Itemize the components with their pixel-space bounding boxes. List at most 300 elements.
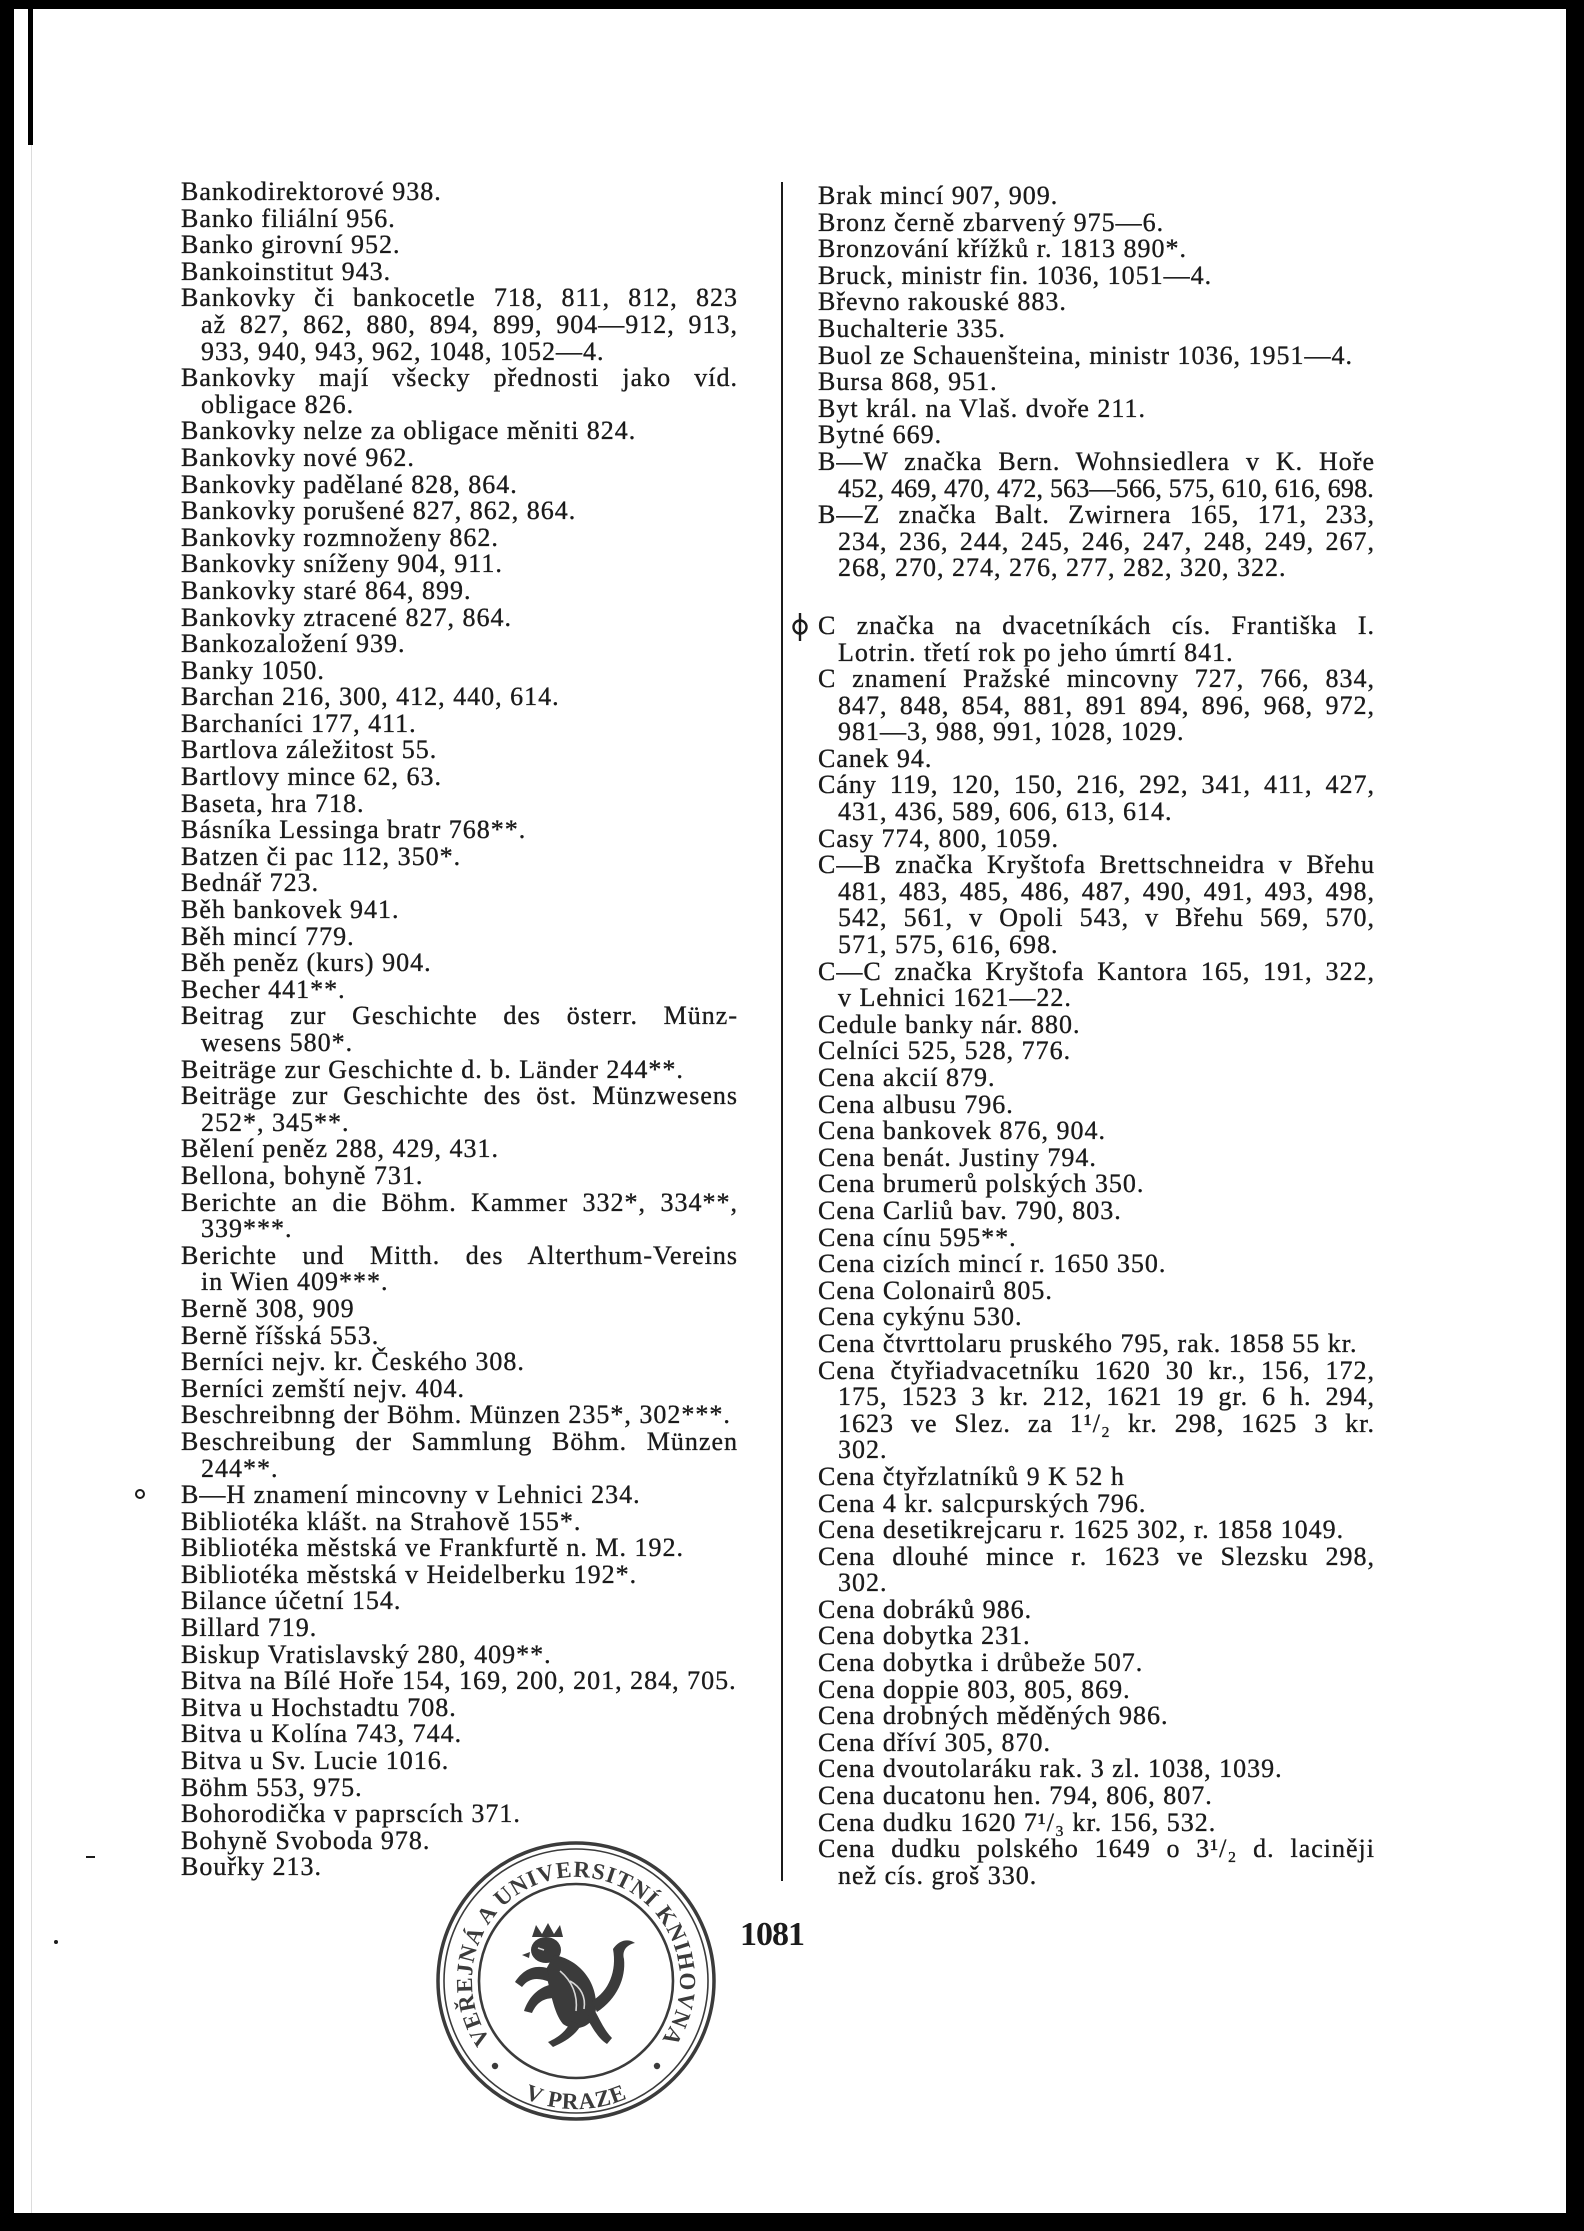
index-entry-text: Cena albusu 796. [818,1089,1014,1119]
index-section [818,183,1376,582]
index-entry-line [818,1488,1376,1518]
index-entry [818,1517,1376,1544]
index-entry [181,841,739,871]
index-entry-text: Barchan 216, 300, 412, 440, 614. [181,682,560,712]
index-entry-text: Břevno rakouské 883. [818,287,1067,317]
index-section [181,179,739,1881]
index-entry-line [818,340,1376,370]
index-entry-text: Cena Colonairů 805. [818,1275,1053,1305]
index-column-left [181,179,739,1881]
index-entry-text: Bouřky 213. [181,1852,322,1882]
margin-circle-mark [135,1489,145,1499]
index-entry-line [818,1594,1376,1624]
index-entry-text: Bibliotéka klášt. na Strahově 155*. [181,1506,582,1536]
index-entry-line [818,183,1376,210]
index-entry-text: Bankovky staré 864, 899. [181,575,472,605]
index-entry-text: 234, 236, 244, 245, 246, 247, 248, 249, 267, [838,526,1375,556]
index-entry-text: Beschreibung der Sammlung Böhm. Münzen [181,1426,738,1456]
index-entry-continuation-line [838,719,1376,746]
index-entry-text: Bibliotéka městská ve Frankfurtě n. M. 192. [181,1533,684,1563]
index-entry-text: 481, 483, 485, 486, 487, 490, 491, 493, 498, [838,876,1375,906]
index-entry-text: 252*, 345**. [201,1107,350,1137]
index-entry-line [181,1136,739,1163]
index-entry-text: Berně říšská 553. [181,1320,380,1350]
index-entry-line [818,369,1376,396]
index-entry-text: Bankoinstitut 943. [181,256,392,286]
index-entry [181,256,739,286]
index-entry-text: Cena dvoutolaráku rak. 3 zl. 1038, 1039. [818,1754,1283,1784]
index-entry-text: Batzen či pac 112, 350*. [181,841,462,871]
index-entry-line [181,1588,739,1615]
index-entry-line [818,1089,1376,1119]
index-entry-line [818,260,1376,290]
index-entry-continuation-line [838,1408,1376,1438]
index-entry-text: až 827, 862, 880, 894, 899, 904—912, 913, [201,309,738,339]
index-entry-text: Billard 719. [181,1613,318,1643]
index-entry-continuation-line [838,985,1376,1012]
index-entry-continuation-line [838,799,1376,826]
index-entry-text: C—C značka Kryštofa Kantora 165, 191, 322, [818,956,1375,986]
index-entry-line [181,1426,739,1456]
index-entry-line [818,502,1376,529]
index-entry-line [818,1727,1376,1757]
index-entry-text: Bednář 723. [181,868,320,898]
index-entry-line [181,1482,739,1509]
scan-border-left [0,0,14,2231]
index-entry [818,1222,1376,1252]
index-entry [181,1668,739,1695]
index-entry-text: in Wien 409***. [201,1267,389,1297]
index-entry-line [181,817,739,844]
index-entry-line [818,1541,1376,1571]
index-entry [818,1171,1376,1198]
index-entry-text: Beitrag zur Geschichte des österr. Münz- [181,1001,738,1031]
index-entry-line [181,418,739,445]
index-entry-text: Cena dobytka 231. [818,1621,1031,1651]
index-entry-text: Cena čtyřiadvacetníku 1620 30 kr., 156, 172, [818,1355,1375,1385]
index-entry-line [181,365,739,392]
index-entry-line [181,974,739,1004]
index-entry-line [818,1251,1376,1278]
index-entry-continuation-line [838,690,1376,720]
index-entry [181,522,739,552]
index-entry-line [181,469,739,499]
index-entry-line [818,207,1376,237]
index-entry-text: Casy 774, 800, 1059. [818,823,1059,853]
index-entry-line [181,602,739,632]
index-entry-text: Biskup Vratislavský 280, 409**. [181,1639,552,1669]
index-entry [818,260,1376,290]
index-entry-continuation-line [838,526,1376,556]
index-entry-line [818,1674,1376,1704]
index-entry-continuation-line [838,473,1376,503]
index-entry-text: 933, 940, 943, 962, 1048, 1052—4. [201,336,605,366]
index-entry-text: Cena desetikrejcaru r. 1625 302, r. 1858 1049. [818,1515,1345,1545]
index-entry [181,1588,739,1615]
index-entry-text: Běh bankovek 941. [181,895,400,925]
index-entry [181,817,739,844]
index-entry-text: Bartlovy mince 62, 63. [181,762,443,792]
index-entry-text: Bitva u Kolína 743, 744. [181,1719,463,1749]
index-entry [181,469,739,499]
index-entry-text: Bibliotéka městská v Heidelberku 192*. [181,1559,638,1589]
index-entry-text: Byt král. na Vlaš. dvoře 211. [818,393,1146,423]
index-entry-text: Berichte an die Böhm. Kammer 332*, 334**, [181,1187,738,1217]
index-entry [181,1535,739,1562]
index-entry-continuation-line [201,309,739,339]
index-entry-text: Cena ducatonu hen. 794, 806, 807. [818,1781,1213,1811]
index-entry-line [181,1748,739,1775]
index-entry [181,1187,739,1244]
index-entry-line [818,1807,1376,1837]
index-entry-line [818,393,1376,423]
index-entry [181,365,739,418]
index-entry-text: Bronzování křížků r. 1813 890*. [818,234,1187,264]
index-entry-line [181,684,739,711]
index-entry-line [181,1003,739,1030]
index-entry [818,1328,1376,1358]
index-entry [818,666,1376,746]
index-column-right [818,183,1376,1889]
stamp-separator-dot [492,2063,498,2069]
index-entry [181,418,739,445]
index-entry [181,551,739,578]
stamp-separator-dot [654,2063,660,2069]
index-entry-line [181,1615,739,1642]
index-entry [181,1136,739,1163]
index-entry-text: v Lehnici 1621—22. [838,983,1072,1013]
index-entry-line [818,1703,1376,1730]
index-entry-text: 1623 ve Slez. za 1¹/₂ kr. 298, 1625 3 kr. [838,1408,1375,1438]
index-entry [181,1615,739,1642]
index-entry-text: Běh peněz (kurs) 904. [181,948,432,978]
margin-phi-mark [789,611,811,643]
index-entry-text: Cena brumerů polských 350. [818,1169,1145,1199]
index-entry-text: Berně 308, 909 [181,1293,355,1323]
index-entry-text: Bohyně Svoboda 978. [181,1825,431,1855]
index-entry-text: Bitva u Hochstadtu 708. [181,1692,457,1722]
index-entry-text: Bělení peněz 288, 429, 431. [181,1134,499,1164]
index-entry [181,1293,739,1323]
index-entry-text: B—H znamení mincovny v Lehnici 234. [181,1480,641,1510]
index-entry-text: C značka na dvacetníkách cís. Františka I. [818,610,1375,640]
index-entry-text: Bankovky ztracené 827, 864. [181,602,512,632]
index-entry-text: Bankovky mají všecky přednosti jako víd. [181,363,738,393]
index-entry-line [181,1801,739,1828]
index-entry-line [818,1461,1376,1491]
index-entry [181,575,739,605]
index-entry-line [818,666,1376,693]
index-entry-line [181,1506,739,1536]
index-entry-text: Berichte und Mitth. des Alterthum-Vereins [181,1240,738,1270]
index-entry-line [181,788,739,818]
index-entry [181,1482,739,1509]
index-entry-continuation-line [838,1437,1376,1464]
index-entry [818,207,1376,237]
index-entry [181,684,739,711]
margin-dash-mark [86,1856,95,1858]
scan-edge-faint-line [31,145,32,2213]
index-entry [181,1426,739,1483]
index-entry-line [181,655,739,685]
index-entry-line [818,772,1376,799]
index-entry [181,179,739,206]
index-entry-line [181,551,739,578]
index-entry [181,1748,739,1775]
index-entry-line [181,256,739,286]
index-entry [818,1836,1376,1889]
index-entry-line [818,1355,1376,1385]
index-entry-line [181,575,739,605]
index-entry [181,1349,739,1376]
index-entry-text: B—W značka Bern. Wohnsiedlera v K. Hoře [818,446,1375,476]
index-entry-text: Canek 94. [818,743,933,773]
index-entry-line [181,737,739,764]
index-entry [181,655,739,685]
index-entry-text: Cena čtvrttolaru pruského 795, rak. 1858 55 kr. [818,1328,1358,1358]
index-entry [818,183,1376,210]
index-entry-line [181,950,739,977]
index-entry-text: Bankozaložení 939. [181,629,406,659]
index-entry [818,502,1376,582]
index-entry [818,1783,1376,1810]
index-entry-text: 981—3, 988, 991, 1028, 1029. [838,717,1185,747]
index-entry-text: C znamení Pražské mincovny 727, 766, 834, [818,664,1375,694]
index-entry [818,1275,1376,1305]
index-entry-line [181,631,739,658]
index-entry [818,369,1376,396]
index-entry-line [181,921,739,951]
index-entry-line [181,1160,739,1190]
index-entry [181,974,739,1004]
index-entry-line [818,852,1376,879]
index-entry [818,1594,1376,1624]
index-entry-line [181,1054,739,1084]
index-entry [181,1559,739,1589]
index-entry-text: Böhm 553, 975. [181,1772,363,1802]
index-entry-text: Bytné 669. [818,420,943,450]
index-entry [181,1692,739,1722]
index-entry [818,1009,1376,1039]
index-entry [181,788,739,818]
index-entry [818,313,1376,343]
index-entry [818,1142,1376,1172]
index-entry-line [181,1083,739,1110]
scan-border-right [1566,0,1584,2231]
index-entry-text: Beiträge zur Geschichte d. b. Länder 244**. [181,1054,684,1084]
index-entry-text: Cena Carliů bav. 790, 803. [818,1195,1122,1225]
index-entry-text: Bankovky porušené 827, 862, 864. [181,496,577,526]
index-entry [818,610,1376,667]
index-entry-text: Cena akcií 879. [818,1063,996,1092]
index-entry-line [181,1187,739,1217]
index-entry-line [181,1349,739,1376]
index-entry-text: Bruck, ministr fin. 1036, 1051—4. [818,260,1213,290]
index-entry [181,1160,739,1190]
index-entry-text: Beiträge zur Geschichte des öst. Münzwesens [181,1081,738,1111]
index-entry-text: Cena čtyřzlatníků 9 K 52 h [818,1461,1125,1491]
index-entry-line [181,764,739,791]
index-entry-continuation-line [201,1216,739,1243]
index-entry-line [181,442,739,472]
index-entry-line [818,1065,1376,1092]
index-entry-text: Barchaníci 177, 411. [181,708,417,738]
index-entry-continuation-line [838,876,1376,906]
index-entry-line [818,313,1376,343]
index-entry-text: než cís. groš 330. [838,1860,1038,1890]
index-entry-text: Brak mincí 907, 909. [818,181,1059,210]
index-entry [181,232,739,259]
index-entry-text: Bankovky nové 962. [181,442,415,472]
index-entry [181,897,739,924]
index-entry [181,1373,739,1403]
index-entry-line [181,1668,739,1695]
index-entry [818,956,1376,1013]
index-entry [818,772,1376,825]
index-entry-text: Cena drobných měděných 986. [818,1701,1169,1731]
index-entry [181,203,739,233]
column-divider [781,182,783,1881]
library-stamp [426,1831,726,2131]
index-entry-line [818,446,1376,476]
index-entry-line [181,1373,739,1403]
index-entry [818,1756,1376,1783]
index-entry [181,1402,739,1429]
index-entry [181,602,739,632]
scan-border-top [0,0,1584,9]
index-entry [818,340,1376,370]
index-entry-line [818,1756,1376,1783]
index-entry-continuation-line [201,1107,739,1137]
index-entry-line [181,522,739,552]
index-entry-continuation-line [201,1269,739,1296]
index-entry [818,1118,1376,1145]
index-entry [818,289,1376,316]
index-entry [181,1320,739,1350]
index-entry-line [181,285,739,312]
index-entry-text: Berníci nejv. kr. Českého 308. [181,1347,525,1377]
index-entry [818,743,1376,773]
index-entry-text: 302. [838,1568,888,1598]
index-entry [818,1251,1376,1278]
index-entry-continuation-line [838,1860,1376,1890]
index-entry [818,393,1376,423]
index-entry-text: Cena 4 kr. salcpurských 796. [818,1488,1147,1518]
index-entry [181,1639,739,1669]
index-entry [181,737,739,764]
index-entry-line [818,236,1376,263]
index-entry-line [818,1142,1376,1172]
index-entry [818,236,1376,263]
index-entry-text: Cena dudku polského 1649 o 3¹/₂ d. laciněji [818,1834,1375,1864]
index-entry-text: Bankovky nelze za obligace měniti 824. [181,416,637,446]
index-entry-line [181,1293,739,1323]
index-entry-text: wesens 580*. [201,1028,354,1057]
index-entry-line [818,422,1376,449]
index-entry-text: Buchalterie 335. [818,313,1006,343]
index-entry-text: Cena dudku 1620 7¹/₃ kr. 156, 532. [818,1807,1217,1837]
index-entry [818,1488,1376,1518]
index-entry-text: Bohorodička v paprscích 371. [181,1799,521,1829]
index-entry-line [818,823,1376,853]
index-section [818,610,1376,1890]
index-entry-continuation-line [201,336,739,366]
index-entry [818,1674,1376,1704]
index-entry [181,1506,739,1536]
index-entry-line [181,841,739,871]
index-entry [181,1054,739,1084]
index-entry-line [818,1783,1376,1810]
index-entry-text: 431, 436, 589, 606, 613, 614. [838,797,1173,827]
index-entry-text: Cena benát. Justiny 794. [818,1142,1097,1172]
index-entry [818,1623,1376,1650]
index-entry-text: 452, 469, 470, 472, 563—566, 575, 610, 616, 698. [838,473,1374,503]
index-entry [181,1003,739,1056]
index-entry-text: Celníci 525, 528, 776. [818,1036,1072,1066]
index-entry [181,1083,739,1136]
index-entry-line [181,1639,739,1669]
index-entry-text: Beschreibnng der Böhm. Münzen 235*, 302***. [181,1400,731,1430]
index-entry-line [181,1535,739,1562]
index-entry-line [818,1836,1376,1863]
scan-border-bottom [0,2213,1584,2231]
index-entry [818,1650,1376,1677]
index-entry-continuation-line [201,1030,739,1057]
index-entry [818,852,1376,958]
index-entry-text: Berníci zemští nejv. 404. [181,1373,465,1403]
index-entry-text: 244**. [201,1453,279,1483]
index-entry-line [181,1240,739,1270]
index-entry [818,422,1376,449]
scan-edge-line [28,0,33,145]
index-entry-line [181,1772,739,1802]
index-entry [181,1772,739,1802]
index-entry-line [181,1402,739,1429]
index-entry-text: Cena cykýnu 530. [818,1302,1023,1332]
index-entry-text: Baseta, hra 718. [181,788,365,818]
index-entry [181,870,739,897]
index-entry-continuation-line [201,389,739,419]
margin-dot-mark [54,1940,58,1944]
stamp-bottom-text: V PRAZE [522,2079,630,2115]
index-entry-continuation-line [838,932,1376,959]
index-entry [818,1355,1376,1465]
index-entry-text: 542, 561, v Opoli 543, v Břehu 569, 570, [838,903,1375,933]
index-entry-continuation-line [838,905,1376,932]
index-entry [181,442,739,472]
index-entry-continuation-line [838,1570,1376,1597]
index-entry [181,498,739,525]
index-entry-line [181,1721,739,1748]
index-entry-text: Cena cínu 595**. [818,1222,1017,1252]
index-entry-line [818,1328,1376,1358]
index-entry-line [181,870,739,897]
index-entry-text: Bartlova záležitost 55. [181,735,438,765]
index-entry-text: Banko filiální 956. [181,203,396,233]
index-entry-line [818,956,1376,986]
page-number: 1081 [740,1916,804,1953]
index-entry-text: Cena dříví 305, 870. [818,1727,1052,1757]
index-entry-text: Becher 441**. [181,974,346,1004]
index-entry-text: Bitva na Bílé Hoře 154, 169, 200, 201, 284, 705. [181,1666,737,1696]
index-entry [181,1721,739,1748]
index-entry [818,823,1376,853]
index-entry-text: 268, 270, 274, 276, 277, 282, 320, 322. [838,553,1287,583]
index-entry [181,1801,739,1828]
index-entry [818,1304,1376,1331]
index-entry-text: Lotrin. třetí rok po jeho úmrtí 841. [838,637,1234,667]
index-entry [818,1195,1376,1225]
